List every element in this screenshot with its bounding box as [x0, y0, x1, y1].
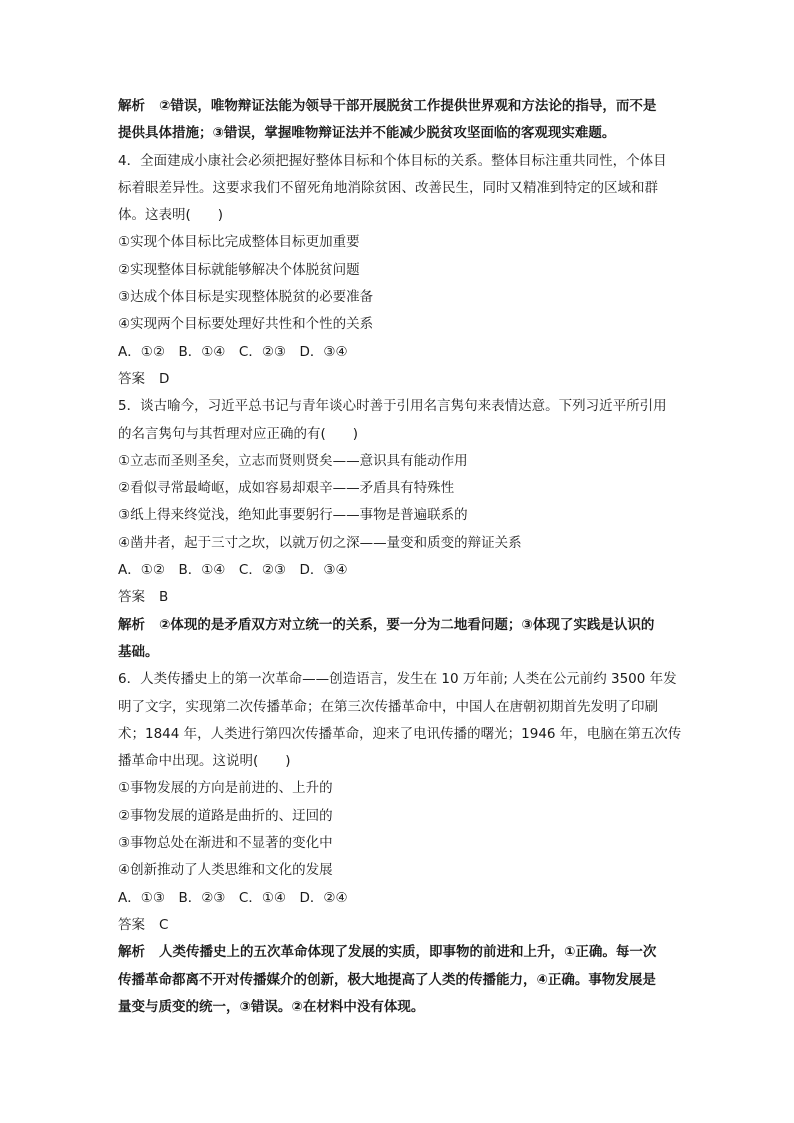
answer-label: 答案	[118, 370, 145, 387]
question-5-answer	[118, 584, 680, 611]
analysis-q3-line-1: 解析 ②错误，唯物辩证法能为领导干部开展脱贫工作提供世界观和方法论的指导，而不是	[118, 93, 680, 120]
question-4-answer	[118, 366, 680, 393]
document-page	[118, 93, 680, 1021]
question-6-option-1: ①事物发展的方向是前进的、上升的	[118, 780, 333, 797]
question-6-stem-4: 播革命中出现。这说明( )	[118, 753, 291, 770]
question-4-choices: A．①② B．①④ C．②③ D．③④	[118, 343, 348, 360]
question-6-choices: A．①③ B．②③ C．①④ D．②④	[118, 889, 348, 906]
analysis-q6-line-2: 传播革命都离不开对传播媒介的创新，极大地提高了人类的传播能力，④正确。事物发展是	[118, 971, 656, 988]
analysis-q6-line-1: 解析 人类传播史上的五次革命体现了发展的实质，即事物的前进和上升，①正确。每一次	[118, 939, 680, 966]
question-4-option-3: ③达成个体目标是实现整体脱贫的必要准备	[118, 289, 374, 306]
question-5-choices: A．①② B．①④ C．②③ D．③④	[118, 562, 348, 579]
question-5-option-3: ③纸上得来终觉浅，绝知此事要躬行——事物是普遍联系的	[118, 507, 468, 524]
analysis-q5-line-2: 基础。	[118, 643, 159, 660]
analysis-q5-line-1: 解析 ②体现的是矛盾双方对立统一的关系，要一分为二地看问题；③体现了实践是认识的	[118, 612, 680, 639]
answer-value: C	[159, 916, 169, 933]
answer-label: 答案	[118, 916, 145, 933]
analysis-label: 解析	[118, 616, 145, 633]
question-5-option-1: ①立志而圣则圣矣，立志而贤则贤矣——意识具有能动作用	[118, 452, 468, 469]
question-6-answer	[118, 912, 680, 939]
question-5-stem-1: 5．谈古喻今，习近平总书记与青年谈心时善于引用名言隽句来表情达意。下列习近平所引用	[118, 398, 667, 415]
analysis-q6-line-3: 量变与质变的统一，③错误。②在材料中没有体现。	[118, 998, 425, 1015]
question-5-option-2: ②看似寻常最崎岖，成如容易却艰辛——矛盾具有特殊性	[118, 480, 455, 497]
question-4-option-1: ①实现个体目标比完成整体目标更加重要	[118, 234, 360, 251]
question-4-stem-1: 4．全面建成小康社会必须把握好整体目标和个体目标的关系。整体目标注重共同性，个体目	[118, 152, 667, 169]
question-4-stem-2: 标着眼差异性。这要求我们不留死角地消除贫困、改善民生，同时又精准到特定的区域和群	[118, 179, 658, 196]
question-6-stem-3: 术；1844 年，人类进行第四次传播革命，迎来了电讯传播的曙光；1946 年，电脑在第五次传	[118, 725, 682, 742]
answer-label: 答案	[118, 589, 145, 606]
analysis-label: 解析	[118, 98, 145, 114]
question-4-option-2: ②实现整体目标就能够解决个体脱贫问题	[118, 261, 360, 278]
question-6-option-2: ②事物发展的道路是曲折的、迂回的	[118, 807, 333, 824]
question-4-option-4: ④实现两个目标要处理好共性和个性的关系	[118, 316, 374, 333]
question-6-option-4: ④创新推动了人类思维和文化的发展	[118, 862, 333, 879]
question-4-stem-3: 体。这表明( )	[118, 207, 224, 224]
question-6-stem-2: 明了文字，实现第二次传播革命；在第三次传播革命中，中国人在唐朝初期首先发明了印刷	[118, 698, 658, 715]
answer-value: B	[159, 589, 169, 606]
analysis-label: 解析	[118, 944, 145, 961]
question-5-option-4: ④凿井者，起于三寸之坎，以就万仞之深——量变和质变的辩证关系	[118, 534, 522, 551]
question-5-stem-2: 的名言隽句与其哲理对应正确的有( )	[118, 425, 359, 442]
question-6-stem-1: 6．人类传播史上的第一次革命——创造语言，发生在 10 万年前; 人类在公元前约 3500 年发	[118, 671, 677, 688]
question-6-option-3: ③事物总处在渐进和不显著的变化中	[118, 835, 333, 852]
answer-value: D	[159, 370, 170, 387]
analysis-q3-line-2: 提供具体措施；③错误，掌握唯物辩证法并不能减少脱贫攻坚面临的客观现实难题。	[118, 125, 616, 142]
